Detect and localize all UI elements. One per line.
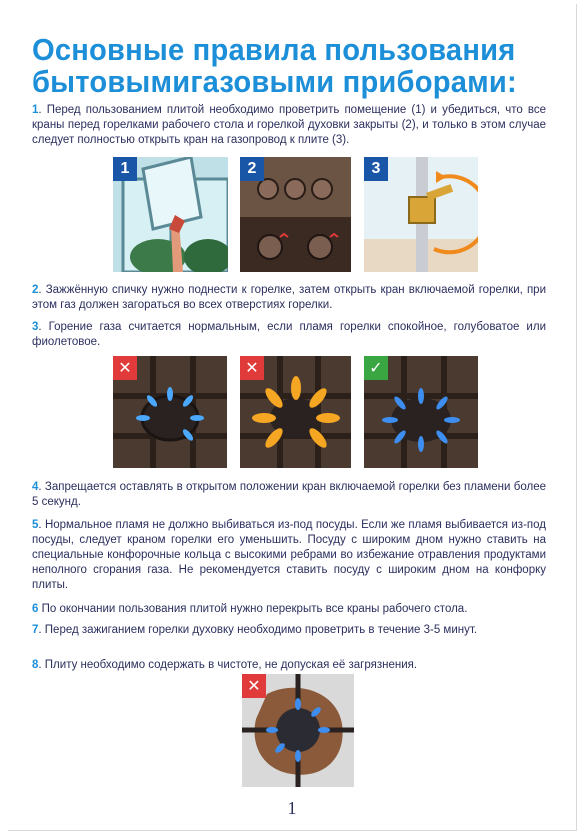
rule-text: . Нормальное пламя не должно выбиваться из-под посуды. Если же пламя выбивается из-под посуды, следует краном горелки его уменьшить. Посуду с широким дном нужно ставить на специальные конфорочные кольца с высокими ребрами во избежание отравления продуктами неполного сгорания газа. Не рекомендуется ставить посуду с широким дном на конфорку плиты. <box>32 519 546 591</box>
page-title <box>32 34 521 98</box>
rule-3 <box>32 320 546 350</box>
step-2-closed-knobs-illustration <box>240 157 351 272</box>
step-1-ventilate-illustration <box>113 157 228 272</box>
rule-text: . Перед пользованием плитой необходимо проветрить помещение (1) и убедиться, что все краны перед горелками рабочего стола и горелкой духовки закрыты (2), и только в этом случае следует полностью открыть кран на газопровод к плите (3). <box>32 104 546 146</box>
step-badge-3: 3 <box>364 157 388 181</box>
flame-bad-orange-illustration <box>240 356 351 468</box>
step-badge-2: 2 <box>240 157 264 181</box>
rule-5 <box>32 518 546 593</box>
rule-6 <box>32 602 546 617</box>
rule-text: По окончании пользования плитой нужно перекрыть все краны рабочего стола. <box>38 603 468 615</box>
rule-number: 7 <box>32 624 39 636</box>
rule-number: 4 <box>32 481 39 493</box>
rule-8 <box>32 658 546 673</box>
rule-text: . Запрещается оставлять в открытом положении кран включаемой горелки без пламени более 5 секунд. <box>32 481 546 508</box>
flame-bad-badge: ✕ <box>113 356 137 380</box>
title-line-2: бытовымигазовыми приборами: <box>32 64 517 99</box>
dirty-burner-illustration <box>242 674 354 787</box>
rule-text: . Плиту необходимо содержать в чистоте, не допуская её загрязнения. <box>38 659 418 671</box>
rule-text: . Горение газа считается нормальным, если пламя горелки спокойное, голубоватое или фиолетовое. <box>32 321 546 348</box>
step-3-gas-valve-illustration <box>364 157 478 272</box>
title-line-1: Основные правила пользования <box>32 32 516 67</box>
rule-text: . Зажжённую спичку нужно поднести к горелке, затем открыть кран включаемой горелки, при этом газ должен загораться во всех отверстиях горелки. <box>32 284 546 311</box>
rule-1 <box>32 103 546 148</box>
step-badge-1: 1 <box>113 157 137 181</box>
dirty-burner-bad-badge: ✕ <box>242 674 266 698</box>
rule-2 <box>32 283 546 313</box>
flame-good-illustration <box>364 356 478 468</box>
rule-number: 3 <box>32 321 39 333</box>
rule-text: . Перед зажиганием горелки духовку необходимо проветрить в течение 3-5 минут. <box>38 624 478 636</box>
flame-good-badge: ✓ <box>364 356 388 380</box>
rule-4 <box>32 480 546 510</box>
rule-number: 6 <box>32 603 39 615</box>
flame-bad-badge: ✕ <box>240 356 264 380</box>
rule-number: 2 <box>32 284 39 296</box>
page-number: 1 <box>287 798 297 818</box>
flame-bad-blue-illustration <box>113 356 227 468</box>
rule-7 <box>32 623 546 638</box>
rule-number: 5 <box>32 519 39 531</box>
rule-number: 1 <box>32 104 39 116</box>
rule-number: 8 <box>32 659 39 671</box>
